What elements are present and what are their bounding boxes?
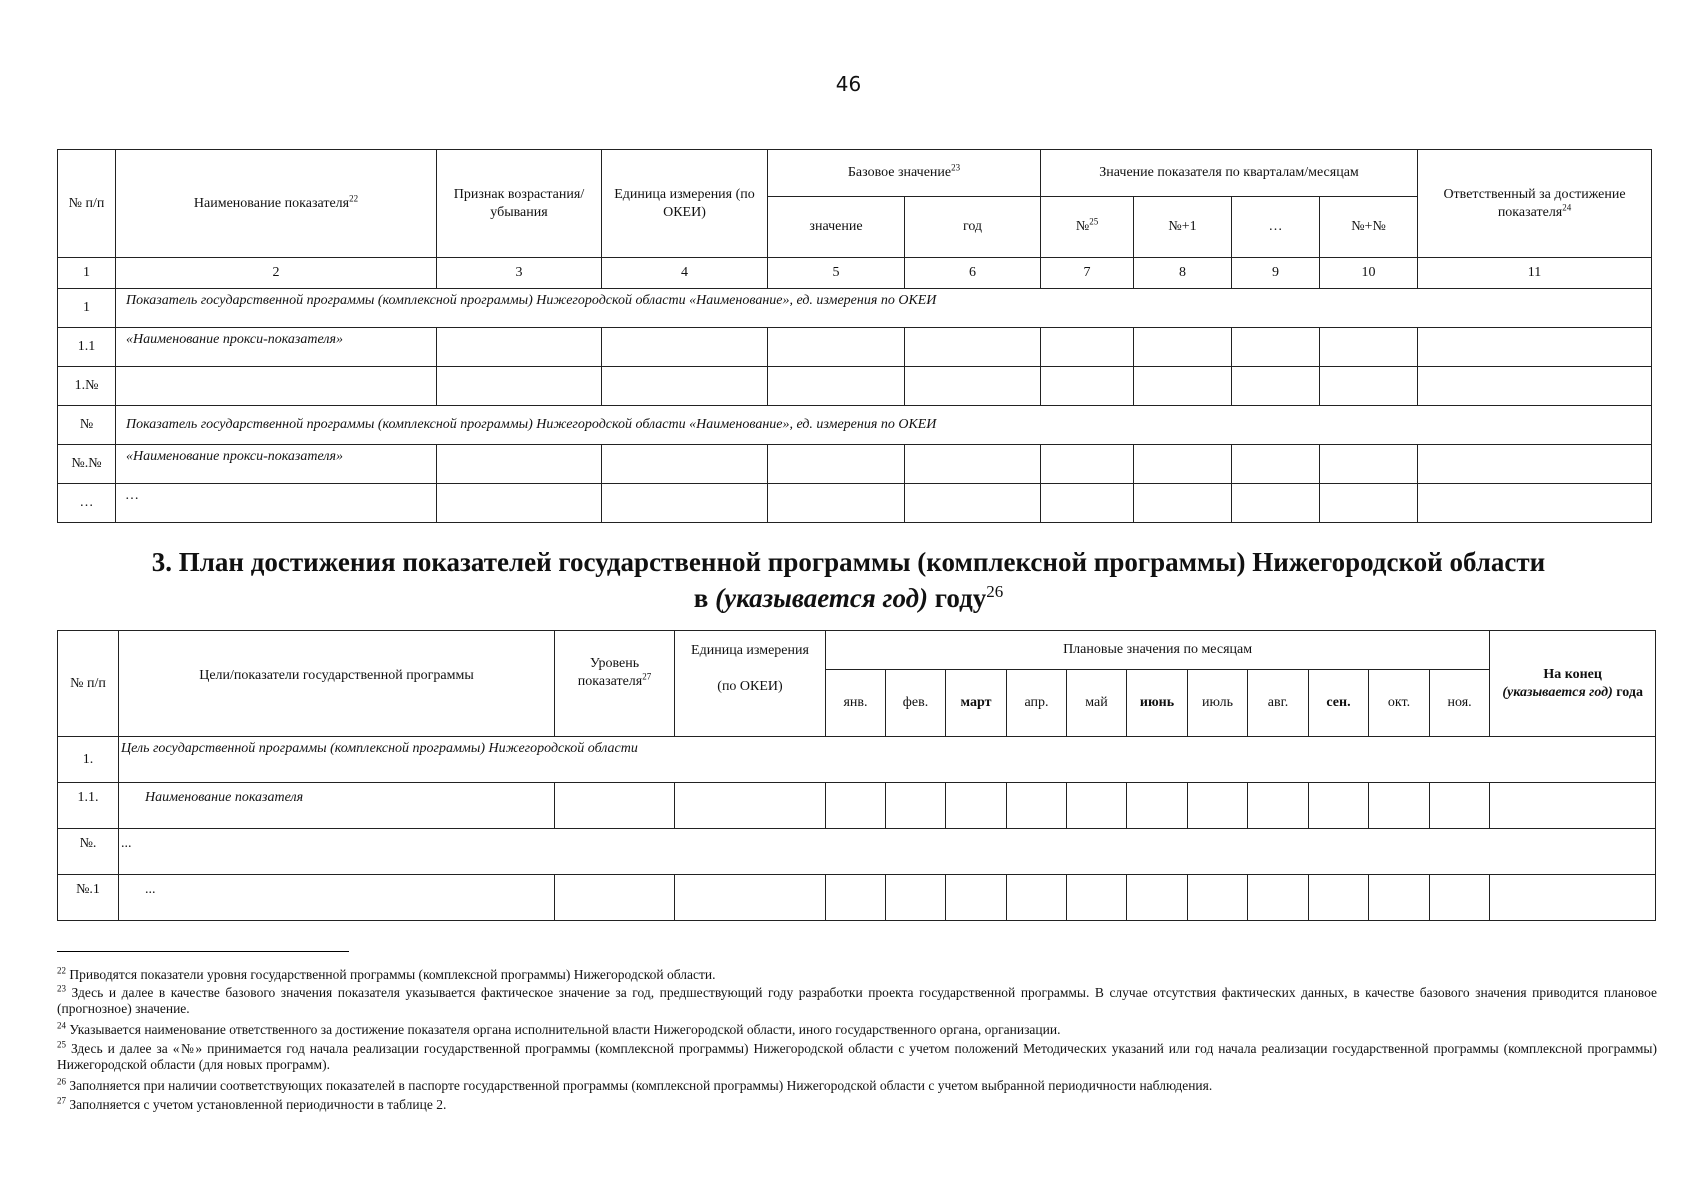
col-number: 10 — [1320, 258, 1418, 289]
month-feb: фев. — [886, 670, 946, 737]
indicators-table — [57, 149, 1652, 523]
col-number: 4 — [602, 258, 768, 289]
header-unit-bottom: (по ОКЕИ) — [675, 670, 826, 737]
col-number: 7 — [1041, 258, 1134, 289]
table-row — [58, 328, 1652, 367]
month-may: май — [1067, 670, 1127, 737]
table-row — [58, 289, 1652, 328]
section-title-line1: 3. План достижения показателей государственной программы (комплексной программы) Нижегородской области — [151, 547, 1546, 577]
table-row — [58, 737, 1656, 783]
month-nov: ноя. — [1430, 670, 1490, 737]
header-sign: Признак возрастания/ убывания — [437, 150, 602, 258]
row-text: Показатель государственной программы (комплексной программы) Нижегородской области «Наименование», ед. измерения по ОКЕИ — [116, 406, 1652, 445]
month-sep: сен. — [1309, 670, 1369, 737]
table-row — [58, 783, 1656, 829]
footnote: $^{23}$ Здесь и далее в качестве базового значения показателя указывается фактическое значение за год, предшествующий году разработки проекта государственной программы. В случае отсутствия фактических данных, в качестве базового значения приводится плановое (прогнозное) значение. — [57, 983, 1657, 1016]
header-base-year: год — [905, 197, 1041, 258]
header-num: № п/п — [58, 631, 119, 737]
table-row — [58, 484, 1652, 523]
row-text: Показатель государственной программы (комплексной программы) Нижегородской области «Наименование», ед. измерения по ОКЕИ — [116, 289, 1652, 328]
plan-table — [57, 630, 1656, 921]
col-number: 9 — [1232, 258, 1320, 289]
row-text: «Наименование прокси-показателя» — [116, 445, 437, 484]
row-num: 1.№ — [58, 367, 116, 406]
header-q2: №+1 — [1134, 197, 1232, 258]
row-text: ... — [119, 829, 1656, 875]
month-jul: июль — [1188, 670, 1248, 737]
row-text — [116, 367, 437, 406]
col-number: 1 — [58, 258, 116, 289]
footnote: $^{26}$ Заполняется при наличии соответствующих показателей в паспорте государственной программы (комплексной программы) Нижегородской области с учетом выбранной периодичности наблюдения. — [57, 1076, 1213, 1093]
row-text: … — [116, 484, 437, 523]
row-num: №. — [58, 829, 119, 875]
col-number: 2 — [116, 258, 437, 289]
header-unit-top: Единица измерения — [675, 631, 826, 670]
row-num: №.1 — [58, 875, 119, 921]
section-title-line2: в (указывается год) году$^{26}$ — [693, 582, 1004, 613]
month-jan: янв. — [826, 670, 886, 737]
footnote: $^{24}$ Указывается наименование ответственного за достижение показателя органа исполнительной власти Нижегородской области, иного государственного органа, организации. — [57, 1020, 1061, 1037]
header-unit: Единица измерения (по ОКЕИ) — [602, 150, 768, 258]
footnote: $^{27}$ Заполняется с учетом установленной периодичности в таблице 2. — [57, 1095, 447, 1112]
row-text: Цель государственной программы (комплексной программы) Нижегородской области — [119, 737, 1656, 783]
page-number: 46 — [835, 72, 862, 96]
col-number: 8 — [1134, 258, 1232, 289]
col-number: 5 — [768, 258, 905, 289]
row-num: … — [58, 484, 116, 523]
header-quarters: Значение показателя по кварталам/месяцам — [1041, 150, 1418, 197]
col-number: 3 — [437, 258, 602, 289]
table-row — [58, 367, 1652, 406]
footnote: $^{22}$ Приводятся показатели уровня государственной программы (комплексной программы) Нижегородской области. — [57, 965, 716, 982]
header-goals: Цели/показатели государственной программы — [119, 631, 555, 737]
footnote: $^{25}$ Здесь и далее за «№» принимается год начала реализации государственной программы (комплексной программы) Нижегородской области с учетом положений Методических указаний или год начала реализации государственной программы (комплексной программы) Нижегородской области (для новых программ). — [57, 1039, 1657, 1072]
header-level: Уровень показателя$^{27}$ — [555, 631, 675, 737]
table-row — [58, 445, 1652, 484]
month-jun: июнь — [1127, 670, 1188, 737]
month-apr: апр. — [1007, 670, 1067, 737]
header-q3: … — [1232, 197, 1320, 258]
row-num: 1.1 — [58, 328, 116, 367]
row-text: ... — [119, 875, 555, 921]
month-oct: окт. — [1369, 670, 1430, 737]
header-base-value: значение — [768, 197, 905, 258]
col-number: 6 — [905, 258, 1041, 289]
header-responsible: Ответственный за достижение показателя$^{24}$ — [1418, 150, 1652, 258]
header-num: № п/п — [58, 150, 116, 258]
header-base: Базовое значение$^{23}$ — [768, 150, 1041, 197]
row-num: №.№ — [58, 445, 116, 484]
footnote-separator — [57, 951, 349, 952]
table-row — [58, 829, 1656, 875]
row-num: 1. — [58, 737, 119, 783]
header-q4: №+№ — [1320, 197, 1418, 258]
row-num: 1.1. — [58, 783, 119, 829]
col-number: 11 — [1418, 258, 1652, 289]
header-name: Наименование показателя$^{22}$ — [116, 150, 437, 258]
table-row — [58, 875, 1656, 921]
row-text: Наименование показателя — [119, 783, 555, 829]
header-end: На конец (указывается год) года — [1490, 631, 1656, 737]
header-q1: №$^{25}$ — [1041, 197, 1134, 258]
row-num: 1 — [58, 289, 116, 328]
header-plan: Плановые значения по месяцам — [826, 631, 1490, 670]
table-row — [58, 406, 1652, 445]
month-aug: авг. — [1248, 670, 1309, 737]
row-text: «Наименование прокси-показателя» — [116, 328, 437, 367]
month-mar: март — [946, 670, 1007, 737]
row-num: № — [58, 406, 116, 445]
